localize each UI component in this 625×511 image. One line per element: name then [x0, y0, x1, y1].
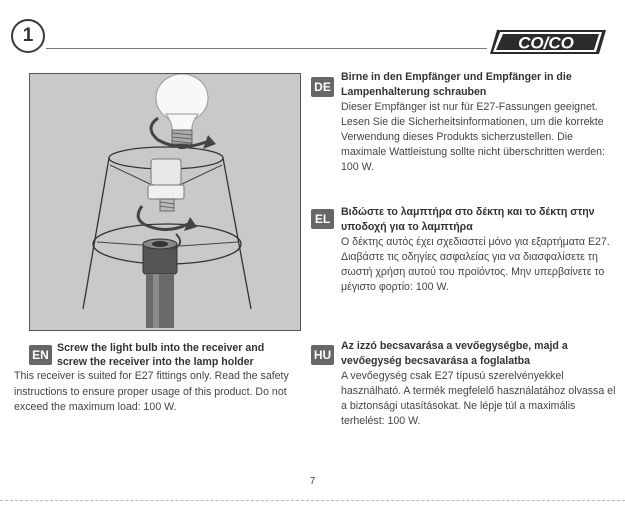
- lang-badge-en: EN: [29, 345, 52, 365]
- section-el-title: Βιδώστε το λαμπτήρα στο δέκτη και το δέκτη στην υποδοχή για το λαμπτήρα: [341, 206, 595, 233]
- lang-badge-de: DE: [311, 77, 334, 97]
- section-hu-title: Az izzó becsavarása a vevőegységbe, majd a vevőegység becsavarása a foglalatba: [341, 340, 568, 367]
- section-en-body: This receiver is suited for E27 fittings only. Read the safety instructions to ensure proper usage of this product. Do not exceed the maximum load: 100 W.: [14, 370, 289, 413]
- step-number-badge: 1: [11, 19, 45, 53]
- section-hu: [341, 339, 616, 429]
- section-el: [341, 205, 614, 295]
- section-en-title: Screw the light bulb into the receiver and screw the receiver into the lamp holder: [57, 342, 265, 368]
- header-divider: [46, 48, 487, 49]
- page-number: 7: [309, 476, 316, 487]
- lang-badge-hu: HU: [311, 345, 334, 365]
- section-de-body: Dieser Empfänger ist nur für E27-Fassungen geeignet. Lesen Sie die Sicherheitsinformationen, um die korrekte Verwendung dieses Produkts sicherzustellen. Die maximale Wattleistung sollte nicht überschritten werden: 100 W.: [341, 101, 605, 173]
- logo-text: CO/CO: [518, 33, 574, 53]
- section-de: [341, 70, 616, 175]
- coco-logo: [489, 29, 607, 55]
- section-hu-body: A vevőegység csak E27 típusú szerelvényekkel használható. A termék megfelelő használatához olvassa el a biztonsági utasításokat. Ne lépje túl a maximális terhelést: 100 W.: [341, 370, 616, 427]
- section-de-title: Birne in den Empfänger und Empfänger in die Lampenhalterung schrauben: [341, 71, 572, 98]
- section-el-body: Ο δέκτης αυτός έχει σχεδιαστεί μόνο για εξαρτήματα E27. Διαβάστε τις οδηγίες ασφαλείας για να διασφαλίσετε τη σωστή χρήση αυτού του προϊόντος. Μην υπερβαίνετε το μέγιστο φορτίο: 100 W.: [341, 236, 610, 293]
- lamp-assembly-illustration: [29, 73, 301, 331]
- bottom-trim-line: [0, 500, 625, 501]
- lang-badge-el: EL: [311, 209, 334, 229]
